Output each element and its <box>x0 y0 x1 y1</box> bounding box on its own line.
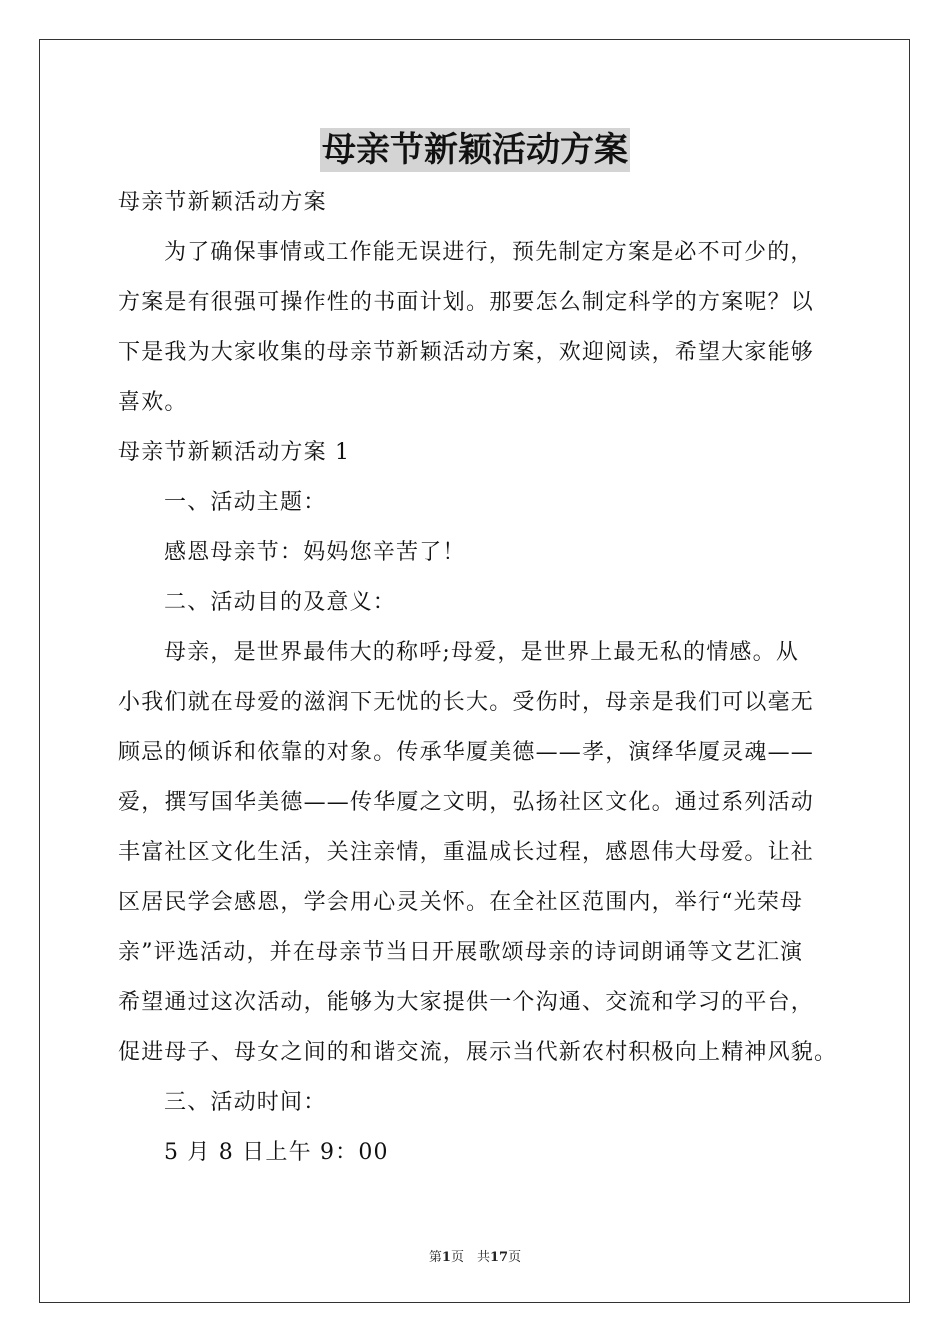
footer-mid: 页 共 <box>450 1250 490 1265</box>
document-body <box>118 178 838 1178</box>
text-line: 顾忌的倾诉和依靠的对象。传承华厦美德——孝，演绎华厦灵魂—— <box>118 740 815 765</box>
page-footer <box>0 1246 950 1265</box>
text-line: 喜欢。 <box>118 390 188 415</box>
text-line: 希望通过这次活动，能够为大家提供一个沟通、交流和学习的平台， <box>118 990 815 1015</box>
text-line: 方案是有很强可操作性的书面计划。那要怎么制定科学的方案呢？以 <box>118 290 815 315</box>
text-line: 感恩母亲节：妈妈您辛苦了！ <box>164 540 466 565</box>
text-line: 母亲节新颖活动方案 1 <box>118 440 351 465</box>
text-line: 小我们就在母爱的滋润下无忧的长大。受伤时，母亲是我们可以毫无 <box>118 690 815 715</box>
text-line: 下是我为大家收集的母亲节新颖活动方案，欢迎阅读，希望大家能够 <box>118 340 815 365</box>
footer-suffix: 页 <box>508 1250 522 1265</box>
footer-prefix: 第 <box>428 1250 442 1265</box>
text-line: 丰富社区文化生活，关注亲情，重温成长过程，感恩伟大母爱。让社 <box>118 840 815 865</box>
footer-current-page: 1 <box>441 1250 451 1265</box>
document-title: 母亲节新颖活动方案 <box>322 130 628 170</box>
text-line: 促进母子、母女之间的和谐交流，展示当代新农村积极向上精神风貌。 <box>118 1040 838 1065</box>
text-line: 区居民学会感恩，学会用心灵关怀。在全社区范围内，举行“光荣母 <box>118 890 804 915</box>
text-line: 5 月 8 日上午 9：00 <box>164 1140 389 1165</box>
text-line: 母亲，是世界最伟大的称呼;母爱，是世界上最无私的情感。从 <box>164 640 800 665</box>
text-line: 母亲节新颖活动方案 <box>118 190 327 215</box>
text-line: 三、活动时间： <box>164 1090 327 1115</box>
text-line: 爱，撰写国华美德——传华厦之文明，弘扬社区文化。通过系列活动 <box>118 790 815 815</box>
text-line: 二、活动目的及意义： <box>164 590 397 615</box>
text-line: 一、活动主题： <box>164 490 327 515</box>
footer-total-pages: 17 <box>489 1250 509 1265</box>
text-line: 亲”评选活动，并在母亲节当日开展歌颂母亲的诗词朗诵等文艺汇演 <box>118 940 804 965</box>
title-container <box>0 128 950 172</box>
text-line: 为了确保事情或工作能无误进行，预先制定方案是必不可少的， <box>164 240 814 265</box>
